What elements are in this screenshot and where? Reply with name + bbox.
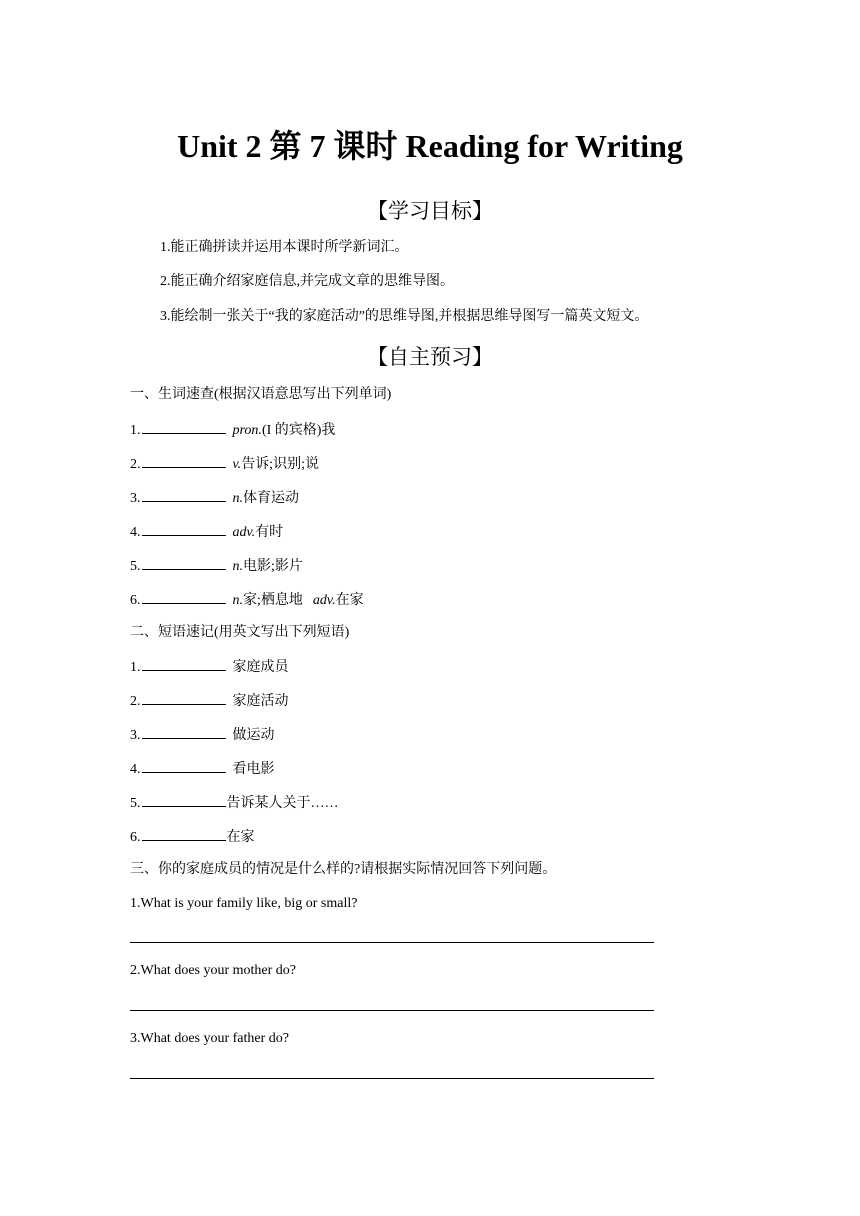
meaning: 体育运动: [243, 491, 299, 506]
meaning: 家庭成员: [232, 660, 289, 675]
goal-item-3: 3.能绘制一张关于“我的家庭活动”的思维导图,并根据思维导图写一篇英文短文。: [160, 309, 649, 324]
item-number: 4.: [130, 762, 141, 777]
meaning: 在家: [226, 830, 255, 845]
answer-blank[interactable]: [142, 656, 226, 671]
item-number: 6.: [130, 830, 141, 845]
answer-blank[interactable]: [142, 690, 226, 705]
answer-blank[interactable]: [142, 724, 226, 739]
question-3: 3.What does your father do?: [130, 1031, 289, 1046]
item-number: 1.: [130, 660, 141, 675]
item-number: 6.: [130, 593, 141, 608]
goal-item-2: 2.能正确介绍家庭信息,并完成文章的思维导图。: [160, 274, 454, 289]
part-of-speech: n.: [232, 491, 243, 506]
meaning: 家庭活动: [232, 694, 289, 709]
answer-blank[interactable]: [142, 487, 226, 502]
item-number: 2.: [130, 694, 141, 709]
part-of-speech: adv.: [232, 525, 256, 540]
section1-title: 一、生词速查(根据汉语意思写出下列单词): [130, 387, 392, 402]
phrase-item: [130, 690, 289, 712]
phrase-item: [130, 792, 339, 814]
vocab-item: [130, 419, 335, 441]
item-number: 3.: [130, 728, 141, 743]
preview-heading: 【自主预习】: [367, 345, 493, 369]
answer-line-3[interactable]: [130, 1078, 654, 1079]
vocab-item: [130, 555, 303, 577]
phrase-item: [130, 656, 289, 678]
item-number: 5.: [130, 796, 141, 811]
item-number: 5.: [130, 559, 141, 574]
meaning: 告诉;识别;说: [241, 457, 319, 472]
meaning: (I 的宾格)我: [261, 423, 336, 438]
answer-blank[interactable]: [142, 792, 226, 807]
answer-blank[interactable]: [142, 589, 226, 604]
item-number: 3.: [130, 491, 141, 506]
answer-blank[interactable]: [142, 555, 226, 570]
part-of-speech: n.: [232, 593, 243, 608]
meaning: 有时: [255, 525, 284, 540]
meaning: 家;栖息地: [243, 593, 303, 608]
item-number: 4.: [130, 525, 141, 540]
part-of-speech: adv.: [312, 593, 336, 608]
part-of-speech: pron.: [232, 423, 262, 438]
meaning: 在家: [335, 593, 364, 608]
meaning: 电影;影片: [243, 559, 303, 574]
goals-heading: 【学习目标】: [367, 199, 493, 223]
phrase-item: [130, 758, 275, 780]
goal-item-1: 1.能正确拼读并运用本课时所学新词汇。: [160, 240, 409, 255]
answer-blank[interactable]: [142, 453, 226, 468]
item-number: 2.: [130, 457, 141, 472]
vocab-item: [130, 453, 319, 475]
phrase-item: [130, 724, 275, 746]
item-number: 1.: [130, 423, 141, 438]
answer-blank[interactable]: [142, 419, 226, 434]
answer-blank[interactable]: [142, 826, 226, 841]
vocab-item: [130, 589, 364, 611]
vocab-item: [130, 521, 283, 543]
answer-line-1[interactable]: [130, 942, 654, 943]
page-title: Unit 2 第 7 课时 Reading for Writing: [177, 128, 683, 164]
part-of-speech: v.: [232, 457, 242, 472]
answer-blank[interactable]: [142, 758, 226, 773]
answer-blank[interactable]: [142, 521, 226, 536]
section2-title: 二、短语速记(用英文写出下列短语): [130, 625, 350, 640]
phrase-item: [130, 826, 255, 848]
meaning: 看电影: [232, 762, 275, 777]
question-1: 1.What is your family like, big or small?: [130, 896, 358, 911]
answer-line-2[interactable]: [130, 1010, 654, 1011]
meaning: 告诉某人关于……: [226, 796, 339, 811]
meaning: 做运动: [232, 728, 275, 743]
section3-title: 三、你的家庭成员的情况是什么样的?请根据实际情况回答下列问题。: [130, 862, 557, 877]
question-2: 2.What does your mother do?: [130, 963, 297, 978]
vocab-item: [130, 487, 299, 509]
part-of-speech: n.: [232, 559, 243, 574]
